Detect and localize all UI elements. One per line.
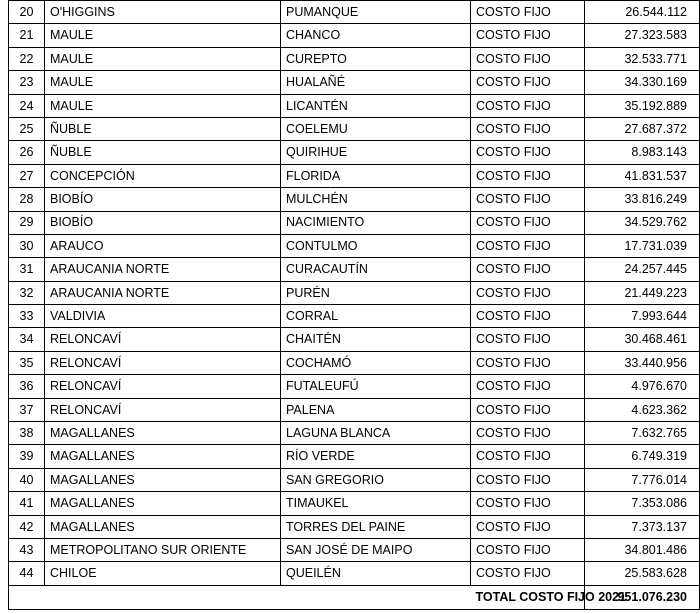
row-amount: 34.801.486 — [585, 538, 700, 561]
row-amount: 17.731.039 — [585, 234, 700, 257]
row-amount: 4.976.670 — [585, 375, 700, 398]
table-body — [9, 1, 700, 610]
row-number: 30 — [9, 234, 45, 257]
row-number: 22 — [9, 47, 45, 70]
row-number: 23 — [9, 71, 45, 94]
row-number: 25 — [9, 117, 45, 140]
row-cost-type: COSTO FIJO — [471, 562, 585, 585]
row-commune: PALENA — [281, 398, 471, 421]
row-amount: 21.449.223 — [585, 281, 700, 304]
row-amount: 4.623.362 — [585, 398, 700, 421]
row-cost-type: COSTO FIJO — [471, 1, 585, 24]
row-amount: 7.373.137 — [585, 515, 700, 538]
row-cost-type: COSTO FIJO — [471, 258, 585, 281]
table-row — [9, 24, 700, 47]
table-row — [9, 1, 700, 24]
row-number: 28 — [9, 188, 45, 211]
row-cost-type: COSTO FIJO — [471, 422, 585, 445]
row-cost-type: COSTO FIJO — [471, 141, 585, 164]
total-label: TOTAL COSTO FIJO 2021 — [471, 585, 585, 609]
row-region: CHILOE — [45, 562, 281, 585]
table-row — [9, 305, 700, 328]
row-region: RELONCAVÍ — [45, 351, 281, 374]
cost-table-sheet — [8, 0, 699, 610]
row-amount: 8.983.143 — [585, 141, 700, 164]
row-region: BIOBÍO — [45, 188, 281, 211]
row-number: 38 — [9, 422, 45, 445]
row-commune: QUEILÉN — [281, 562, 471, 585]
row-commune: PURÉN — [281, 281, 471, 304]
row-amount: 27.323.583 — [585, 24, 700, 47]
row-number: 29 — [9, 211, 45, 234]
table-row — [9, 234, 700, 257]
row-region: MAULE — [45, 94, 281, 117]
row-amount: 6.749.319 — [585, 445, 700, 468]
row-region: METROPOLITANO SUR ORIENTE — [45, 538, 281, 561]
table-row — [9, 281, 700, 304]
row-region: BIOBÍO — [45, 211, 281, 234]
row-region: VALDIVIA — [45, 305, 281, 328]
row-amount: 34.330.169 — [585, 71, 700, 94]
row-number: 41 — [9, 492, 45, 515]
row-amount: 33.440.956 — [585, 351, 700, 374]
row-commune: PUMANQUE — [281, 1, 471, 24]
row-cost-type: COSTO FIJO — [471, 328, 585, 351]
row-region: MAGALLANES — [45, 492, 281, 515]
row-cost-type: COSTO FIJO — [471, 94, 585, 117]
row-cost-type: COSTO FIJO — [471, 117, 585, 140]
table-row — [9, 328, 700, 351]
row-commune: RÍO VERDE — [281, 445, 471, 468]
row-commune: CHAITÉN — [281, 328, 471, 351]
row-amount: 35.192.889 — [585, 94, 700, 117]
table-row — [9, 71, 700, 94]
row-number: 20 — [9, 1, 45, 24]
row-commune: LICANTÉN — [281, 94, 471, 117]
row-region: CONCEPCIÓN — [45, 164, 281, 187]
row-commune: CORRAL — [281, 305, 471, 328]
total-row — [9, 585, 700, 609]
row-commune: COELEMU — [281, 117, 471, 140]
row-region: RELONCAVÍ — [45, 375, 281, 398]
row-cost-type: COSTO FIJO — [471, 24, 585, 47]
row-commune: TORRES DEL PAINE — [281, 515, 471, 538]
row-region: ARAUCANIA NORTE — [45, 258, 281, 281]
row-commune: CONTULMO — [281, 234, 471, 257]
row-cost-type: COSTO FIJO — [471, 468, 585, 491]
table-row — [9, 468, 700, 491]
row-amount: 30.468.461 — [585, 328, 700, 351]
row-region: O'HIGGINS — [45, 1, 281, 24]
row-number: 44 — [9, 562, 45, 585]
row-commune: MULCHÉN — [281, 188, 471, 211]
table-row — [9, 351, 700, 374]
row-cost-type: COSTO FIJO — [471, 515, 585, 538]
table-row — [9, 375, 700, 398]
row-amount: 33.816.249 — [585, 188, 700, 211]
row-region: MAULE — [45, 47, 281, 70]
row-region: MAGALLANES — [45, 515, 281, 538]
table-row — [9, 164, 700, 187]
row-amount: 7.776.014 — [585, 468, 700, 491]
row-number: 42 — [9, 515, 45, 538]
row-cost-type: COSTO FIJO — [471, 164, 585, 187]
table-row — [9, 398, 700, 421]
row-cost-type: COSTO FIJO — [471, 351, 585, 374]
row-number: 26 — [9, 141, 45, 164]
table-row — [9, 445, 700, 468]
row-commune: COCHAMÓ — [281, 351, 471, 374]
row-amount: 41.831.537 — [585, 164, 700, 187]
row-amount: 34.529.762 — [585, 211, 700, 234]
row-region: RELONCAVÍ — [45, 328, 281, 351]
row-commune: FUTALEUFÚ — [281, 375, 471, 398]
row-commune: CHANCO — [281, 24, 471, 47]
row-region: MAGALLANES — [45, 422, 281, 445]
row-amount: 24.257.445 — [585, 258, 700, 281]
table-row — [9, 141, 700, 164]
row-number: 39 — [9, 445, 45, 468]
row-cost-type: COSTO FIJO — [471, 211, 585, 234]
row-commune: SAN GREGORIO — [281, 468, 471, 491]
row-commune: CUREPTO — [281, 47, 471, 70]
row-region: MAULE — [45, 71, 281, 94]
row-amount: 7.632.765 — [585, 422, 700, 445]
row-number: 24 — [9, 94, 45, 117]
fixed-cost-table — [8, 0, 700, 610]
row-amount: 32.533.771 — [585, 47, 700, 70]
row-amount: 7.353.086 — [585, 492, 700, 515]
row-cost-type: COSTO FIJO — [471, 445, 585, 468]
row-commune: NACIMIENTO — [281, 211, 471, 234]
row-region: MAULE — [45, 24, 281, 47]
row-commune: CURACAUTÍN — [281, 258, 471, 281]
row-commune: QUIRIHUE — [281, 141, 471, 164]
row-amount: 25.583.628 — [585, 562, 700, 585]
row-region: ARAUCANIA NORTE — [45, 281, 281, 304]
row-amount: 27.687.372 — [585, 117, 700, 140]
total-spacer — [9, 585, 471, 609]
table-row — [9, 47, 700, 70]
row-cost-type: COSTO FIJO — [471, 398, 585, 421]
row-number: 27 — [9, 164, 45, 187]
table-row — [9, 562, 700, 585]
row-commune: TIMAUKEL — [281, 492, 471, 515]
row-amount: 26.544.112 — [585, 1, 700, 24]
table-row — [9, 117, 700, 140]
row-commune: FLORIDA — [281, 164, 471, 187]
row-commune: LAGUNA BLANCA — [281, 422, 471, 445]
row-cost-type: COSTO FIJO — [471, 492, 585, 515]
table-row — [9, 188, 700, 211]
row-cost-type: COSTO FIJO — [471, 71, 585, 94]
row-number: 31 — [9, 258, 45, 281]
row-region: MAGALLANES — [45, 445, 281, 468]
table-row — [9, 538, 700, 561]
row-number: 35 — [9, 351, 45, 374]
row-cost-type: COSTO FIJO — [471, 281, 585, 304]
row-number: 32 — [9, 281, 45, 304]
row-region: ARAUCO — [45, 234, 281, 257]
table-row — [9, 258, 700, 281]
row-number: 40 — [9, 468, 45, 491]
row-region: ÑUBLE — [45, 141, 281, 164]
row-cost-type: COSTO FIJO — [471, 305, 585, 328]
table-row — [9, 515, 700, 538]
row-cost-type: COSTO FIJO — [471, 538, 585, 561]
table-row — [9, 211, 700, 234]
row-cost-type: COSTO FIJO — [471, 47, 585, 70]
table-row — [9, 94, 700, 117]
row-region: MAGALLANES — [45, 468, 281, 491]
row-cost-type: COSTO FIJO — [471, 188, 585, 211]
row-commune: SAN JOSÉ DE MAIPO — [281, 538, 471, 561]
total-amount: 951.076.230 — [585, 585, 700, 609]
row-cost-type: COSTO FIJO — [471, 375, 585, 398]
table-row — [9, 422, 700, 445]
row-amount: 7.993.644 — [585, 305, 700, 328]
row-cost-type: COSTO FIJO — [471, 234, 585, 257]
row-number: 21 — [9, 24, 45, 47]
row-region: RELONCAVÍ — [45, 398, 281, 421]
row-number: 43 — [9, 538, 45, 561]
row-number: 37 — [9, 398, 45, 421]
row-number: 36 — [9, 375, 45, 398]
row-number: 34 — [9, 328, 45, 351]
table-row — [9, 492, 700, 515]
row-number: 33 — [9, 305, 45, 328]
row-commune: HUALAÑÉ — [281, 71, 471, 94]
row-region: ÑUBLE — [45, 117, 281, 140]
